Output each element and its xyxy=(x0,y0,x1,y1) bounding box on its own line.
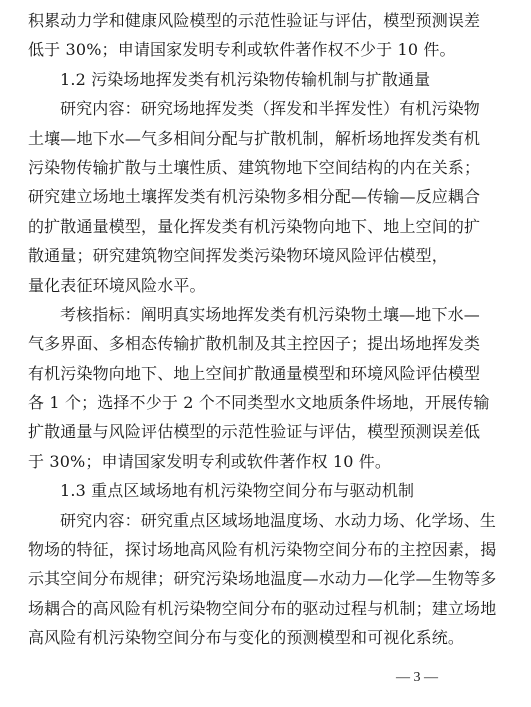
section-heading-1-3 xyxy=(28,476,508,505)
text-line: 场耦合的高风险有机污染物空间分布的驱动过程与机制；建立场地 xyxy=(28,598,497,618)
text-line: 研究内容：研究场地挥发类（挥发和半挥发性）有机污染物 xyxy=(60,99,480,119)
text-line: 物场的特征，探讨场地高风险有机污染物空间分布的主控因素，揭 xyxy=(28,540,497,560)
para-1-1-continuation xyxy=(28,6,508,65)
section-heading: 1.3 重点区域场地有机污染物空间分布与驱动机制 xyxy=(60,481,415,501)
text-line: 散通量；研究建筑物空间挥发类污染物环境风险评估模型， xyxy=(28,246,448,266)
text-line: 考核指标：阐明真实场地挥发类有机污染物土壤—地下水— xyxy=(60,304,480,324)
section-heading: 1.2 污染场地挥发类有机污染物传输机制与扩散通量 xyxy=(60,69,431,89)
text-line: 低于 30%；申请国家发明专利或软件著作权不少于 10 件。 xyxy=(28,40,456,60)
page-number: — 3 — xyxy=(396,670,438,685)
text-line: 研究建立场地土壤挥发类有机污染物多相分配—传输—反应耦合 xyxy=(28,187,481,207)
text-line: 于 30%；申请国家发明专利或软件著作权 10 件。 xyxy=(28,451,392,471)
text-line: 土壤—地下水—气多相间分配与扩散机制，解析场地挥发类有机 xyxy=(28,128,481,148)
text-line: 的扩散通量模型，量化挥发类有机污染物向地下、地上空间的扩 xyxy=(28,216,481,236)
section-heading-1-2 xyxy=(28,65,508,94)
text-line: 量化表征环境风险水平。 xyxy=(28,275,206,295)
document-page xyxy=(28,6,508,653)
para-1-3-research-content xyxy=(28,506,508,653)
text-line: 污染物传输扩散与土壤性质、建筑物地下空间结构的内在关系； xyxy=(28,157,481,177)
text-line: 扩散通量与风险评估模型的示范性验证与评估，模型预测误差低 xyxy=(28,422,481,442)
text-line: 积累动力学和健康风险模型的示范性验证与评估，模型预测误差 xyxy=(28,11,481,30)
text-line: 示其空间分布规律；研究污染场地温度—水动力—化学—生物等多 xyxy=(28,569,497,589)
para-1-2-research-content xyxy=(28,94,508,300)
para-1-2-assessment-indicators xyxy=(28,300,508,476)
text-line: 研究内容：研究重点区域场地温度场、水动力场、化学场、生 xyxy=(60,510,497,530)
text-line: 各 1 个；选择不少于 2 个不同类型水文地质条件场地，开展传输 xyxy=(28,393,490,413)
text-line: 有机污染物向地下、地上空间扩散通量模型和环境风险评估模型 xyxy=(28,363,481,383)
text-line: 气多界面、多相态传输扩散机制及其主控因子；提出场地挥发类 xyxy=(28,334,481,354)
text-line: 高风险有机污染物空间分布与变化的预测模型和可视化系统。 xyxy=(28,628,465,648)
